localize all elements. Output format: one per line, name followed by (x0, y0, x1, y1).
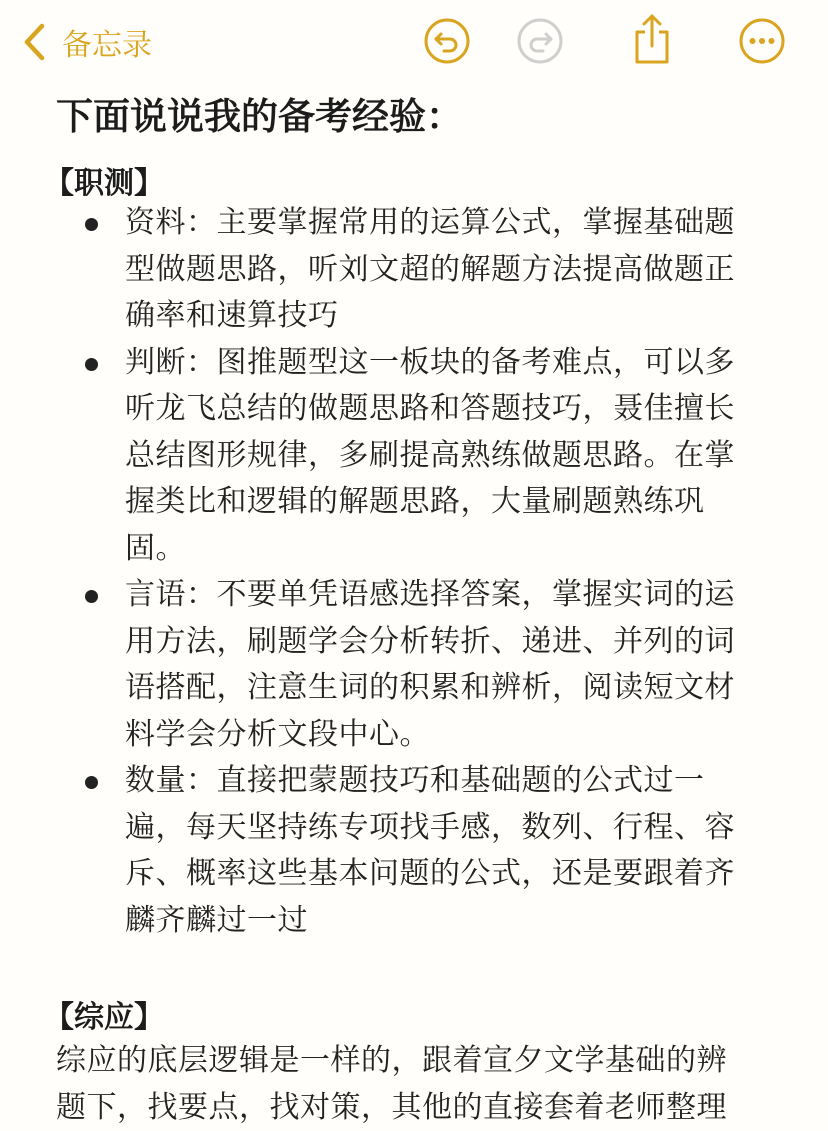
bullet-line: 麟齐麟过一过 (125, 898, 765, 945)
list-item (0, 572, 765, 758)
bullet-dot (85, 590, 98, 603)
bullet-line: 确率和速算技巧 (125, 293, 765, 340)
undo-icon[interactable] (422, 16, 472, 66)
note-content[interactable] (0, 84, 828, 1104)
bullet-dot (85, 218, 98, 231)
bullet-line: 言语：不要单凭语感选择答案，掌握实词的运 (125, 572, 765, 619)
bullet-line: 总结图形规律，多刷提高熟练做题思路。在掌 (125, 433, 765, 480)
bullet-line: 料学会分析文段中心。 (125, 712, 765, 759)
note-title: 下面说说我的备考经验： (56, 86, 463, 140)
bullet-line: 数量：直接把蒙题技巧和基础题的公式过一 (125, 758, 765, 805)
back-chevron-icon (22, 22, 48, 62)
bullet-line: 斥、概率这些基本问题的公式，还是要跟着齐 (125, 851, 765, 898)
share-icon[interactable] (627, 12, 677, 66)
bullet-line: 听龙飞总结的做题思路和答题技巧，聂佳擅长 (125, 386, 765, 433)
back-button[interactable] (22, 20, 152, 64)
more-icon[interactable] (737, 16, 787, 66)
redo-icon[interactable] (515, 16, 565, 66)
bullet-line: 判断：图推题型这一板块的备考难点，可以多 (125, 340, 765, 387)
list-item (0, 758, 765, 944)
back-label: 备忘录 (62, 20, 152, 64)
bullet-list (0, 200, 828, 944)
bullet-line: 遍，每天坚持练专项找手感，数列、行程、容 (125, 805, 765, 852)
bullet-line: 固。 (125, 526, 765, 573)
list-item (0, 200, 765, 340)
bullet-dot (85, 358, 98, 371)
bullet-line: 型做题思路，听刘文超的解题方法提高做题正 (125, 247, 765, 294)
section-heading-zhice: 【职测】 (44, 158, 164, 202)
bullet-line: 握类比和逻辑的解题思路，大量刷题熟练巩 (125, 479, 765, 526)
bullet-dot (85, 776, 98, 789)
bullet-line: 资料：主要掌握常用的运算公式，掌握基础题 (125, 200, 765, 247)
list-item (0, 340, 765, 573)
navigation-bar (0, 0, 828, 84)
bullet-line: 语搭配，注意生词的积累和辨析，阅读短文材 (125, 665, 765, 712)
paragraph-line: 综应的底层逻辑是一样的，跟着宣夕文学基础的辨 (56, 1038, 727, 1085)
paragraph (56, 1038, 727, 1131)
paragraph-line: 题下，找要点，找对策，其他的直接套着老师整理 (56, 1085, 727, 1131)
bullet-line: 用方法，刷题学会分析转折、递进、并列的词 (125, 619, 765, 666)
section-heading-zongying: 【综应】 (44, 992, 164, 1036)
